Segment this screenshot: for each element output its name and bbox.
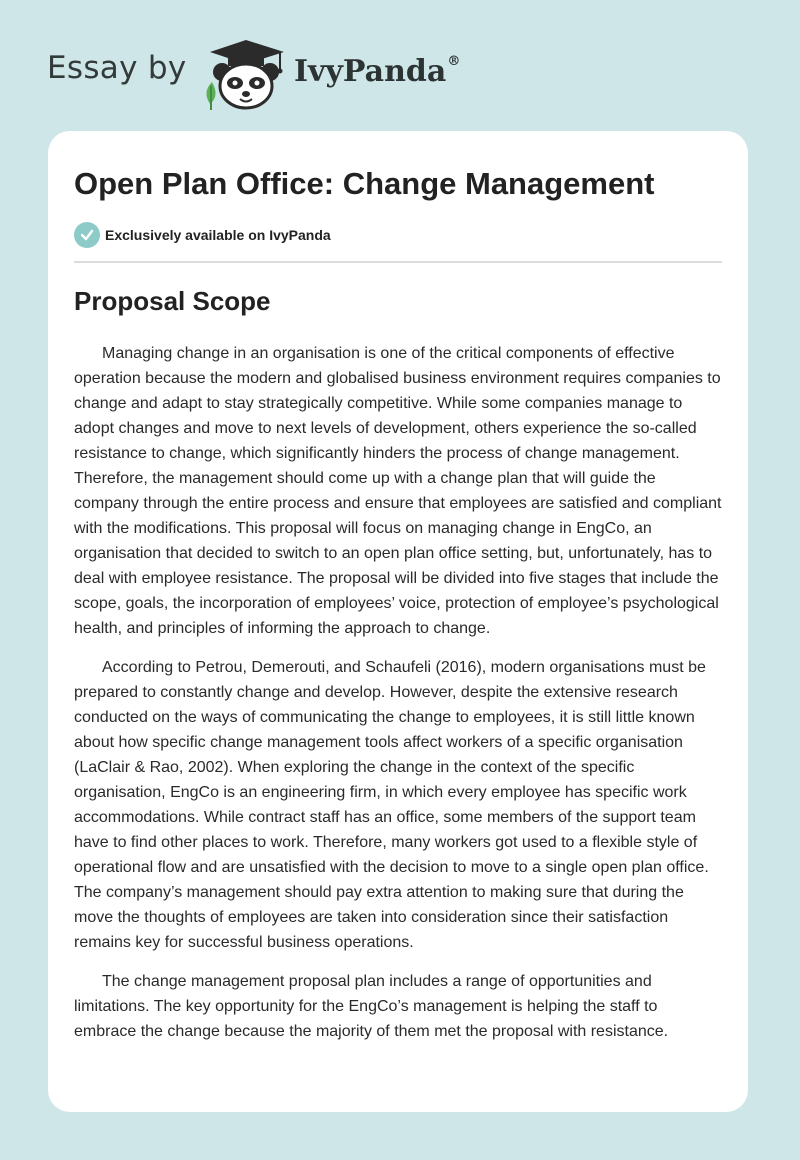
brand-name[interactable]: IvyPanda® (294, 54, 461, 89)
exclusive-badge (74, 222, 331, 248)
paragraph: According to Petrou, Demerouti, and Schaufeli (2016), modern organisations must be prepared to constantly change and develop. However, despite the extensive research conducted on the ways of communicating the change to employees, it is still little known about how specific change management tools affect workers of a specific organisation (LaClair & Rao, 2002). When exploring the change in the context of the specific organisation, EngCo is an engineering firm, in which every employee has specific work accommodations. While contract staff has an office, some members of the support team have to find other places to work. Therefore, many workers got used to a flexible style of operational flow and are unsatisfied with the decision to move to a single open plan office. The company’s management should pay extra attention to making sure that during the move the thoughts of employees are taken into consideration since their satisfaction remains key for successful business operations. (74, 659, 709, 951)
site-header (0, 0, 800, 130)
trademark-symbol: ® (447, 54, 461, 69)
article-card (48, 131, 748, 1112)
section-heading: Proposal Scope (74, 286, 271, 316)
article-body (74, 341, 724, 1058)
paragraph: The change management proposal plan includes a range of opportunities and limitations. The key opportunity for the EngCo’s management is helping the staff to embrace the change because the majority of them met the proposal with resistance. (74, 973, 669, 1040)
badge-label: Exclusively available on IvyPanda (105, 227, 331, 243)
page-title: Open Plan Office: Change Management (74, 166, 655, 201)
check-circle-icon (74, 222, 100, 248)
panda-logo-icon[interactable] (200, 36, 292, 110)
essay-by-label: Essay by (47, 50, 187, 86)
paragraph: Managing change in an organisation is one of the critical components of effective operation because the modern and globalised business environment requires companies to change and adapt to stay strategically competitive. While some companies manage to adopt changes and move to next levels of development, others experience the so-called resistance to change, which significantly hinders the process of change management. Therefore, the management should come up with a change plan that will guide the company through the entire process and ensure that employees are satisfied and compliant with the modifications. This proposal will focus on managing change in EngCo, an organisation that decided to switch to an open plan office setting, but, unfortunately, has to deal with employee resistance. The proposal will be divided into five stages that include the scope, goals, the incorporation of employees’ voice, protection of employee’s psychological health, and principles of informing the approach to change. (74, 345, 722, 637)
title-divider (74, 261, 722, 263)
